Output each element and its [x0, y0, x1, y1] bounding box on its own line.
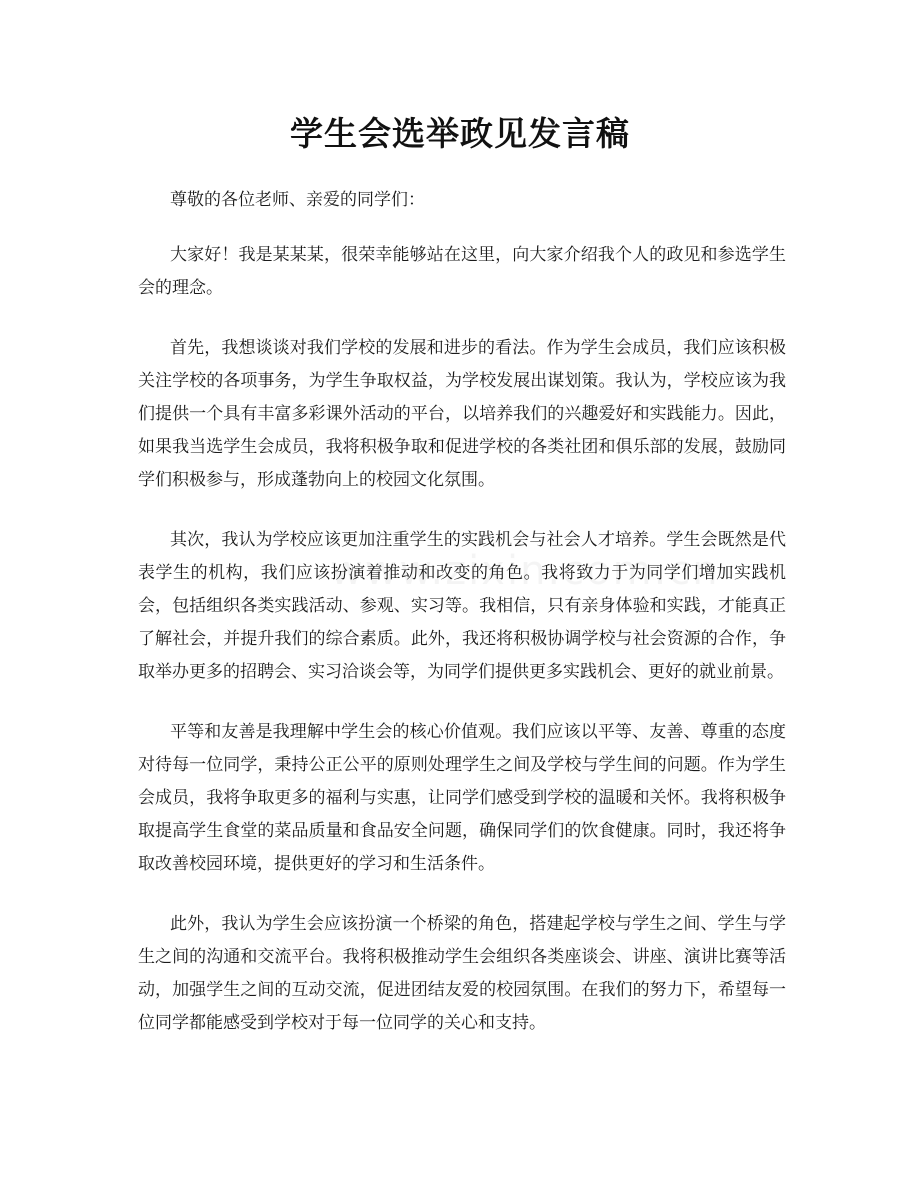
document-body: [138, 184, 786, 1067]
page-title: 学生会选举政见发言稿: [290, 114, 630, 153]
body-paragraph: 其次，我认为学校应该更加注重学生的实践机会与社会人才培养。学生会既然是代表学生的机构，我们应该扮演着推动和改变的角色。我将致力于为同学们增加实践机会，包括组织各类实践活动、参观、实习等。我相信，只有亲身体验和实践，才能真正了解社会，并提升我们的综合素质。此外，我还将积极协调学校与社会资源的合作，争取举办更多的招聘会、实习洽谈会等，为同学们提供更多实践机会、更好的就业前景。: [138, 530, 786, 682]
body-paragraph: 平等和友善是我理解中学生会的核心价值观。我们应该以平等、友善、尊重的态度对待每一位同学，秉持公正公平的原则处理学生之间及学校与学生间的问题。作为学生会成员，我将争取更多的福利与实惠，让同学们感受到学校的温暖和关怀。我将积极争取提高学生食堂的菜品质量和食品安全问题，确保同学们的饮食健康。同时，我还将争取改善校园环境，提供更好的学习和生活条件。: [138, 722, 786, 874]
intro-paragraph: 大家好！我是某某某，很荣幸能够站在这里，向大家介绍我个人的政见和参选学生会的理念。: [138, 245, 786, 298]
body-paragraph: 此外，我认为学生会应该扮演一个桥梁的角色，搭建起学校与学生之间、学生与学生之间的沟通和交流平台。我将积极推动学生会组织各类座谈会、讲座、演讲比赛等活动，加强学生之间的互动交流，促进团结友爱的校园氛围。在我们的努力下，希望每一位同学都能感受到学校对于每一位同学的关心和支持。: [138, 914, 786, 1033]
body-paragraph: 首先，我想谈谈对我们学校的发展和进步的看法。作为学生会成员，我们应该积极关注学校的各项事务，为学生争取权益，为学校发展出谋划策。我认为，学校应该为我们提供一个具有丰富多彩课外活动的平台，以培养我们的兴趣爱好和实践能力。因此，如果我当选学生会成员，我将积极争取和促进学校的各类社团和俱乐部的发展，鼓励同学们积极参与，形成蓬勃向上的校园文化氛围。: [138, 338, 786, 490]
greeting-paragraph: 尊敬的各位老师、亲爱的同学们：: [170, 190, 425, 210]
